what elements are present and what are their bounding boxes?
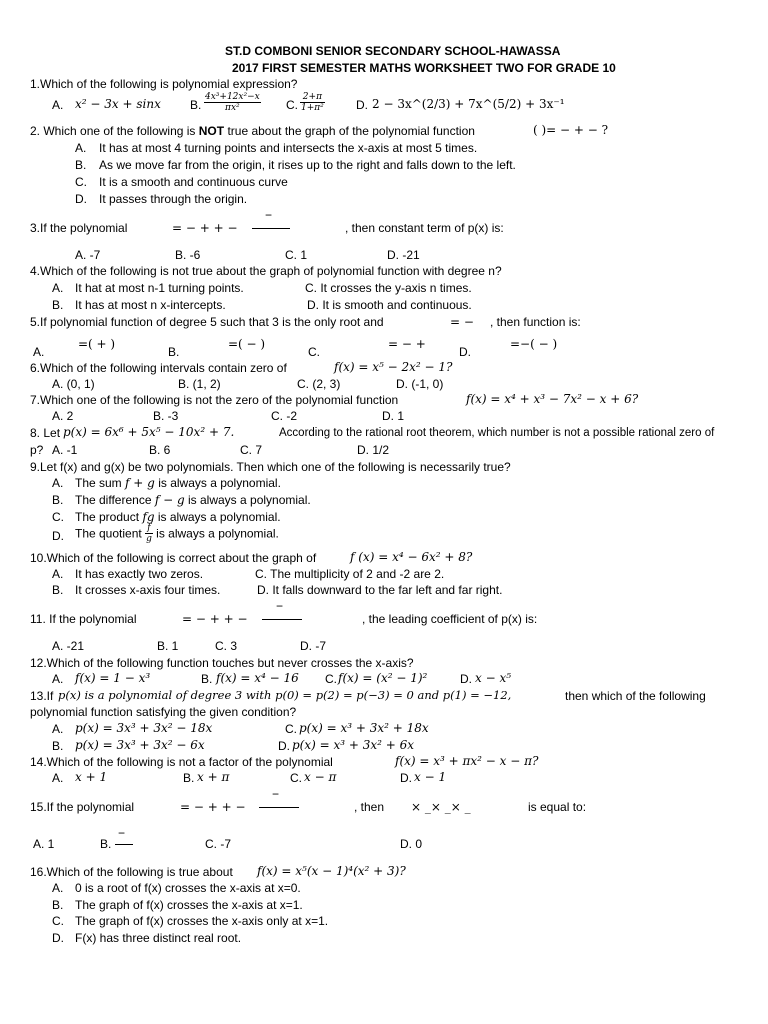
q4-option-a-text: It hat at most n-1 turning points. (75, 281, 244, 295)
q2-option-c-label: C. (75, 175, 87, 189)
q9-a-pre: The sum (75, 476, 122, 490)
q13-option-b-label: B. (52, 739, 64, 753)
q5-option-c-expr: = − + (388, 337, 426, 351)
q16-option-d-text: F(x) has three distinct real root. (75, 931, 242, 945)
q8-option-b: B. 6 (149, 443, 171, 457)
q1-text: 1.Which of the following is polynomial expression? (30, 77, 298, 91)
q15-frac-numerator: − (272, 787, 280, 801)
q15-frac-bar (259, 807, 299, 808)
q9-option-c-label: C. (52, 510, 64, 524)
q9-option-b (75, 493, 311, 507)
q1-c-numerator: 2+π (300, 92, 325, 103)
q9-d-numerator: f (145, 523, 153, 534)
q9-text: 9.Let f(x) and g(x) be two polynomials. Then which one of the following is necessarily true? (30, 460, 511, 474)
q6-option-b: B. (1, 2) (178, 377, 221, 391)
q12-option-a-label: A. (52, 672, 64, 686)
q1-option-c-label: C. (286, 98, 298, 112)
q14-option-d-label: D. (400, 771, 412, 785)
q6-option-a: A. (0, 1) (52, 377, 95, 391)
q1-option-c-frac (300, 92, 325, 113)
q13-text-pre: 13.If (30, 689, 54, 703)
q11-option-c: C. 3 (215, 639, 238, 653)
q9-option-b-label: B. (52, 493, 64, 507)
q5-end: , then function is: (490, 315, 581, 329)
q13-line2: polynomial function satisfying the given condition? (30, 705, 297, 719)
q1-option-d-label: D. (356, 98, 368, 112)
q3-option-b: B. -6 (175, 248, 201, 262)
q5-option-a-expr: =( + ) (78, 337, 116, 351)
q1-b-numerator: 4x³+12x²−x (205, 92, 260, 102)
q14-option-a-label: A. (52, 771, 64, 785)
q2-function: ( )= − + − ? (533, 123, 609, 137)
q8-text-post: According to the rational root theorem, which number is not a possible rational zero of (279, 427, 715, 439)
q10-option-b-label: B. (52, 583, 64, 597)
q9-d-pre: The quotient (75, 526, 142, 541)
q13-option-c-expr: p(x) = x³ + 3x² + 18x (299, 721, 429, 735)
q16-option-a-text: 0 is a root of f(x) crosses the x-axis at x=0. (75, 881, 301, 895)
q1-c-denominator: 1+π² (301, 103, 324, 113)
q10-text: 10.Which of the following is correct about the graph of (30, 551, 317, 565)
q9-option-a-label: A. (52, 476, 64, 490)
q11-option-d: D. -7 (300, 639, 327, 653)
q13-expr: p(x) is a polynomial of degree 3 with p(0) = p(2) = p(−3) = 0 and p(1) = −12, (58, 688, 512, 702)
q3-option-a: A. -7 (75, 248, 101, 262)
q16-option-a-label: A. (52, 881, 64, 895)
q11-frac-bar (262, 619, 302, 620)
q15-option-a: A. 1 (33, 837, 55, 851)
q15-b-frac-bar (115, 844, 133, 845)
q10-option-b-text: It crosses x-axis four times. (75, 583, 221, 597)
q3-polynomial: = − + + − (172, 221, 238, 235)
q14-text: 14.Which of the following is not a factor of the polynomial (30, 755, 333, 769)
q5-option-d-label: D. (459, 345, 471, 359)
q2-text-post: true about the graph of the polynomial function (224, 124, 475, 138)
q9-b-expr: f − g (154, 493, 185, 507)
q8-expr: p(x) = 6x⁶ + 5x⁵ − 10x² + 7. (63, 425, 235, 439)
q1-option-b-frac (204, 92, 261, 113)
q4-text: 4.Which of the following is not true about the graph of polynomial function with degree n? (30, 264, 502, 278)
q15-product: × _× _× _ (411, 800, 471, 814)
q3-option-d: D. -21 (387, 248, 420, 262)
q12-option-b-label: B. (201, 672, 213, 686)
worksheet-title: 2017 FIRST SEMESTER MATHS WORKSHEET TWO FOR GRADE 10 (232, 61, 616, 75)
q9-option-a (75, 476, 281, 490)
q13-option-d-label: D. (278, 739, 290, 753)
q8-option-d: D. 1/2 (357, 443, 390, 457)
q15-b-frac-numerator: − (118, 826, 126, 840)
q16-option-b-label: B. (52, 898, 64, 912)
q13-option-c-label: C. (285, 722, 297, 736)
q15-option-d: D. 0 (400, 837, 423, 851)
q7-expr: f(x) = x⁴ + x³ − 7x² − x + 6? (466, 392, 639, 406)
q10-option-a-label: A. (52, 567, 64, 581)
q12-option-d-label: D. (460, 672, 472, 686)
q7-option-c: C. -2 (271, 409, 298, 423)
q9-c-expr: fg (142, 510, 155, 524)
q14-option-a-expr: x + 1 (75, 770, 108, 784)
q3-text: 3.If the polynomial (30, 221, 128, 235)
q12-text: 12.Which of the following function touches but never crosses the x-axis? (30, 656, 414, 670)
q3-end: , then constant term of p(x) is: (345, 221, 504, 235)
q11-frac-numerator: − (276, 599, 284, 613)
q16-text: 16.Which of the following is true about (30, 865, 233, 879)
q5-option-b-expr: =( − ) (228, 337, 266, 351)
q8-option-c: C. 7 (240, 443, 263, 457)
q16-expr: f(x) = x⁵(x − 1)⁴(x² + 3)? (257, 864, 406, 878)
q11-text: 11. If the polynomial (30, 612, 137, 626)
q14-option-b-expr: x + π (197, 770, 230, 784)
q10-option-c: C. The multiplicity of 2 and -2 are 2. (255, 567, 445, 581)
q9-option-d-label: D. (52, 529, 64, 543)
q14-option-d-expr: x − 1 (414, 770, 447, 784)
q1-b-denominator: πx² (225, 103, 240, 113)
q4-option-b-text: It has at most n x-intercepts. (75, 298, 226, 312)
q13-text-post: then which of the following (565, 689, 706, 703)
q3-frac-numerator: − (265, 208, 273, 222)
q9-b-pre: The difference (75, 493, 152, 507)
q5-option-a-label: A. (33, 345, 45, 359)
q14-option-c-expr: x − π (304, 770, 337, 784)
q5-option-c-label: C. (308, 345, 320, 359)
q6-expr: f(x) = x⁵ − 2x² − 1? (334, 360, 453, 374)
q2-option-d-label: D. (75, 192, 87, 206)
school-name: ST.D COMBONI SENIOR SECONDARY SCHOOL-HAWASSA (225, 44, 561, 58)
q2-text (30, 124, 475, 138)
q6-text: 6.Which of the following intervals contain zero of (30, 361, 287, 375)
q9-option-c (75, 510, 281, 524)
q9-c-post: is always a polynomial. (157, 510, 281, 524)
q1-option-d-expr: 2 − 3x^(2/3) + 7x^(5/2) + 3x⁻¹ (372, 97, 565, 111)
q10-option-a-text: It has exactly two zeros. (75, 567, 204, 581)
q9-c-pre: The product (75, 510, 140, 524)
q3-option-c: C. 1 (285, 248, 308, 262)
q7-option-a: A. 2 (52, 409, 74, 423)
q15-then: , then (354, 800, 385, 814)
q11-option-a: A. -21 (52, 639, 85, 653)
q12-option-d-expr: x − x⁵ (475, 671, 512, 685)
q7-option-b: B. -3 (153, 409, 179, 423)
q1-option-a-expr: x² − 3x + sinx (75, 97, 161, 111)
q1-option-b-label: B. (190, 98, 202, 112)
q2-option-d-text: It passes through the origin. (99, 192, 248, 206)
q10-expr: f (x) = x⁴ − 6x² + 8? (350, 550, 473, 564)
q4-option-c: C. It crosses the y-axis n times. (305, 281, 472, 295)
q12-option-c-label: C. (325, 672, 337, 686)
q2-option-c-text: It is a smooth and continuous curve (99, 175, 288, 189)
q9-a-expr: f + g (125, 476, 155, 490)
q11-option-b: B. 1 (157, 639, 179, 653)
q2-option-b-label: B. (75, 158, 87, 172)
q12-option-c-expr: f(x) = (x² − 1)² (338, 671, 428, 685)
q5-text: 5.If polynomial function of degree 5 such that 3 is the only root and (30, 315, 384, 329)
q2-option-a-text: It has at most 4 turning points and intersects the x-axis at most 5 times. (99, 141, 478, 155)
q15-polynomial: = − + + − (180, 800, 246, 814)
q7-option-d: D. 1 (382, 409, 405, 423)
q13-option-a-expr: p(x) = 3x³ + 3x² − 18x (75, 721, 213, 735)
q10-option-d: D. It falls downward to the far left and far right. (257, 583, 503, 597)
q4-option-d: D. It is smooth and continuous. (307, 298, 472, 312)
q2-option-b-text: As we move far from the origin, it rises up to the right and falls down to the left. (99, 158, 516, 172)
q2-not: NOT (198, 124, 225, 138)
q15-option-b-label: B. (100, 837, 112, 851)
q6-option-c: C. (2, 3) (297, 377, 341, 391)
q12-option-a-expr: f(x) = 1 − x³ (75, 671, 151, 685)
q4-option-b-label: B. (52, 298, 64, 312)
q9-b-post: is always a polynomial. (188, 493, 311, 507)
q5-condition: = − (450, 315, 474, 329)
q8-option-a: A. -1 (52, 443, 78, 457)
q16-option-d-label: D. (52, 931, 64, 945)
q14-option-b-label: B. (183, 771, 195, 785)
q14-option-c-label: C. (290, 771, 302, 785)
q15-option-c: C. -7 (205, 837, 232, 851)
q5-option-d-expr: =−( − ) (510, 337, 558, 351)
q16-option-c-text: The graph of f(x) crosses the x-axis only at x=1. (75, 914, 329, 928)
q11-polynomial: = − + + − (182, 612, 248, 626)
q7-text: 7.Which one of the following is not the zero of the polynomial function (30, 393, 399, 407)
q16-option-b-text: The graph of f(x) crosses the x-axis at x=1. (75, 898, 303, 912)
q3-frac-bar (252, 228, 290, 229)
q9-option-d (75, 523, 279, 544)
q14-expr: f(x) = x³ + πx² − x − π? (395, 754, 539, 768)
q16-option-c-label: C. (52, 914, 64, 928)
q12-option-b-expr: f(x) = x⁴ − 16 (216, 671, 299, 685)
q8-text-pre: 8. Let (30, 426, 61, 440)
q15-text: 15.If the polynomial (30, 800, 135, 814)
q13-option-d-expr: p(x) = x³ + 3x² + 6x (292, 738, 415, 752)
q13-option-a-label: A. (52, 722, 64, 736)
q5-option-b-label: B. (168, 345, 180, 359)
q2-text-pre: 2. Which one of the following is (30, 124, 199, 138)
q15-end: is equal to: (528, 800, 587, 814)
q4-option-a-label: A. (52, 281, 64, 295)
q6-option-d: D. (-1, 0) (396, 377, 444, 391)
q1-option-a-label: A. (52, 98, 64, 112)
q11-end: , the leading coefficient of p(x) is: (362, 612, 538, 626)
q8-line2: p? (30, 443, 44, 457)
q9-a-post: is always a polynomial. (158, 476, 281, 490)
q2-option-a-label: A. (75, 141, 87, 155)
q9-d-denominator: g (146, 534, 152, 544)
q13-option-b-expr: p(x) = 3x³ + 3x² − 6x (75, 738, 205, 752)
q9-d-post: is always a polynomial. (156, 526, 279, 541)
